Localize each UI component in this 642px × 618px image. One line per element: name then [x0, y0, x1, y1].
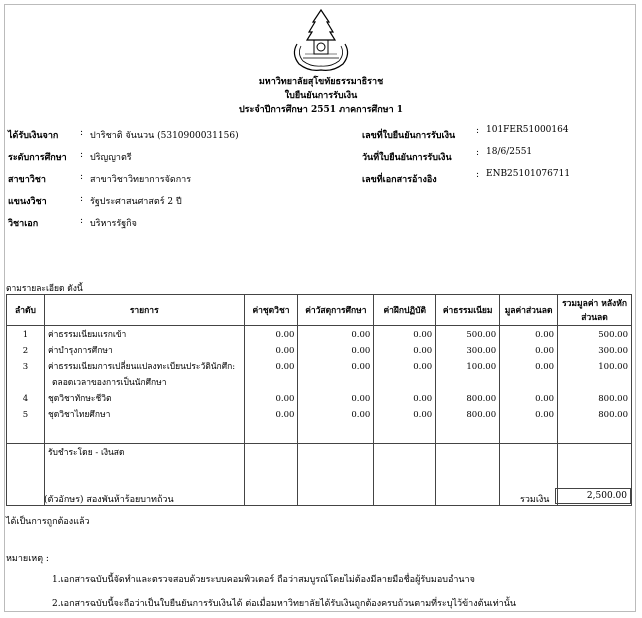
- receipt-date-label: วันที่ใบยืนยันการรับเงิน: [362, 153, 452, 163]
- colon: :: [80, 216, 84, 226]
- net-total-value: 100.00: [598, 362, 628, 372]
- colon: :: [476, 126, 480, 136]
- fee-value: 800.00: [466, 410, 497, 420]
- reference-doc-value: ENB25101076711: [486, 169, 571, 179]
- material-fee-cell: [298, 326, 374, 444]
- row-item: ค่าบำรุงการศึกษา: [47, 346, 113, 356]
- course-fee-value: 0.00: [275, 410, 295, 420]
- major-label: วิชาเอก: [8, 219, 39, 229]
- discount-value: 0.00: [535, 362, 555, 372]
- no-cell: [7, 326, 45, 444]
- receipt-number-value: 101FER51000164: [486, 125, 569, 135]
- document-title: ใบยืนยันการรับเงิน: [284, 91, 358, 101]
- reference-doc-label: เลขที่เอกสารอ้างอิง: [362, 175, 437, 185]
- fee-value: 300.00: [466, 346, 497, 356]
- col-header-material-fee: ค่าวัสดุการศึกษา: [298, 295, 374, 326]
- branch-value: รัฐประศาสนศาสตร์ 2 ปี: [90, 197, 182, 207]
- row-no: 2: [22, 346, 29, 356]
- colon: :: [80, 150, 84, 160]
- major-value: บริหารรัฐกิจ: [90, 219, 137, 229]
- details-intro: ตามรายละเอียด ดังนี้: [6, 284, 83, 294]
- note-item: 1.เอกสารฉบับนี้จัดทำและตรวจสอบด้วยระบบคอมพิวเตอร์ ถือว่าสมบูรณ์โดยไม่ต้องมีลายมือชื่อผู้รับมอบอำนาจ: [52, 575, 475, 585]
- material-fee-value: 0.00: [351, 394, 371, 404]
- field-label: สาขาวิชา: [8, 175, 46, 185]
- payment-method: รับชำระโดย - เงินสด: [44, 444, 244, 506]
- col-header-no: ลำดับ: [7, 295, 45, 326]
- net-total-cell: [558, 326, 632, 444]
- net-total-value: 500.00: [598, 330, 628, 340]
- col-header-practice-fee: ค่าฝึกปฏิบัติ: [374, 295, 436, 326]
- table-body-row: [7, 326, 632, 444]
- net-total-value: 800.00: [598, 410, 628, 420]
- colon: :: [80, 128, 84, 138]
- colon: :: [80, 194, 84, 204]
- colon: :: [476, 148, 480, 158]
- empty-cell: [7, 444, 45, 506]
- field-value: สาขาวิชาวิทยาการจัดการ: [90, 175, 192, 185]
- discount-cell: [500, 326, 558, 444]
- education-level-label: ระดับการศึกษา: [8, 153, 67, 163]
- item-cell: [44, 326, 244, 444]
- row-item-continuation: ตลอดเวลาของการเป็นนักศึกษา: [51, 378, 167, 388]
- note-item: 2.เอกสารฉบับนี้จะถือว่าเป็นใบยืนยันการรับเงินได้ ต่อเมื่อมหาวิทยาลัยได้รับเงินถูกต้องครบถ้วนตามที่ระบุไว้ข้างต้นเท่านั้น: [52, 599, 516, 609]
- table-header-row: [7, 295, 632, 326]
- discount-value: 0.00: [535, 410, 555, 420]
- col-header-item: รายการ: [44, 295, 244, 326]
- practice-fee-value: 0.00: [413, 330, 433, 340]
- material-fee-value: 0.00: [351, 330, 371, 340]
- colon: :: [80, 172, 84, 182]
- payer-value: ปาริชาติ จันนวน (5310900031156): [90, 131, 239, 141]
- total-label: รวมเงิน: [520, 495, 550, 505]
- discount-value: 0.00: [535, 394, 555, 404]
- university-name: มหาวิทยาลัยสุโขทัยธรรมาธิราช: [258, 77, 384, 87]
- col-header-net-total: รวมมูลค่า หลังหักส่วนลด: [558, 295, 632, 326]
- fee-value: 100.00: [466, 362, 497, 372]
- net-total-value: 300.00: [598, 346, 628, 356]
- course-fee-cell: [244, 326, 298, 444]
- semester-line: ประจำปีการศึกษา 2551 ภาคการศึกษา 1: [238, 105, 404, 115]
- empty-cell: [436, 444, 500, 506]
- row-no: 1: [22, 330, 29, 340]
- discount-value: 0.00: [535, 346, 555, 356]
- amount-in-words: (ตัวอักษร) สองพันห้าร้อยบาทถ้วน: [44, 495, 174, 505]
- col-header-course-fee: ค่าชุดวิชา: [244, 295, 298, 326]
- verified-text: ได้เป็นการถูกต้องแล้ว: [6, 517, 90, 527]
- material-fee-value: 0.00: [351, 410, 371, 420]
- practice-fee-value: 0.00: [413, 362, 433, 372]
- branch-label: แขนงวิชา: [8, 197, 47, 207]
- row-no: 4: [22, 394, 29, 404]
- colon: :: [476, 170, 480, 180]
- payer-label: ได้รับเงินจาก: [8, 131, 59, 141]
- course-fee-value: 0.00: [275, 330, 295, 340]
- fee-cell: [436, 326, 500, 444]
- empty-cell: [244, 444, 298, 506]
- practice-fee-value: 0.00: [413, 346, 433, 356]
- net-total-value: 800.00: [598, 394, 628, 404]
- row-no: 3: [22, 362, 29, 372]
- row-item: ค่าธรรมเนียมแรกเข้า: [47, 330, 127, 340]
- course-fee-value: 0.00: [275, 394, 295, 404]
- items-table: [6, 294, 632, 506]
- course-fee-value: 0.00: [275, 362, 295, 372]
- empty-cell: [374, 444, 436, 506]
- material-fee-value: 0.00: [351, 362, 371, 372]
- fee-value: 800.00: [466, 394, 497, 404]
- practice-fee-value: 0.00: [413, 394, 433, 404]
- practice-fee-cell: [374, 326, 436, 444]
- course-fee-value: 0.00: [275, 346, 295, 356]
- discount-value: 0.00: [535, 330, 555, 340]
- material-fee-value: 0.00: [351, 346, 371, 356]
- practice-fee-value: 0.00: [413, 410, 433, 420]
- row-item: ชุดวิชาทักษะชีวิต: [47, 394, 112, 404]
- row-no: 5: [22, 410, 29, 420]
- row-item: ค่าธรรมเนียมการเปลี่ยนแปลงทะเบียนประวัตินักศึก:: [47, 362, 236, 372]
- col-header-discount: มูลค่าส่วนลด: [500, 295, 558, 326]
- receipt-date-value: 18/6/2551: [486, 147, 533, 157]
- col-header-fee: ค่าธรรมเนียม: [436, 295, 500, 326]
- receipt-number-label: เลขที่ใบยืนยันการรับเงิน: [362, 131, 456, 141]
- notes-label: หมายเหตุ :: [6, 554, 49, 564]
- fee-value: 500.00: [466, 330, 497, 340]
- row-item: ชุดวิชาไทยศึกษา: [47, 410, 111, 420]
- university-seal-logo: [283, 8, 359, 74]
- total-amount: 2,500.00: [555, 488, 631, 504]
- empty-cell: [298, 444, 374, 506]
- education-level-value: ปริญญาตรี: [90, 153, 132, 163]
